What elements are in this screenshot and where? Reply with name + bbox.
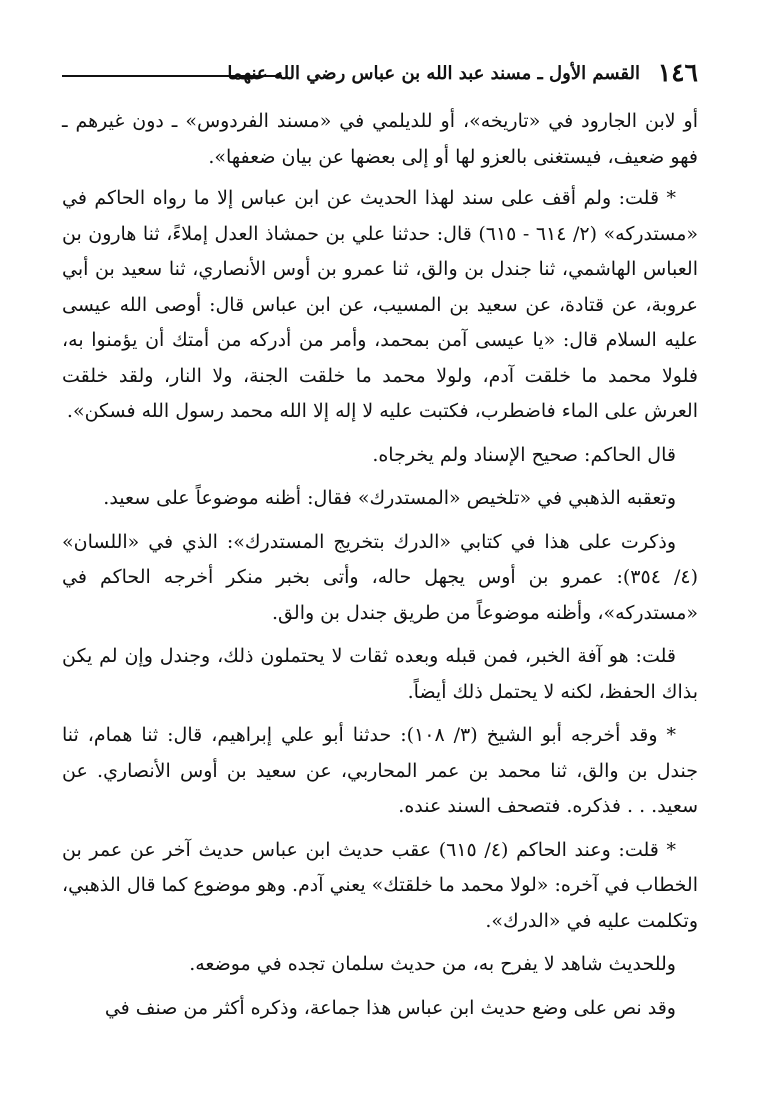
header-rule (62, 75, 282, 77)
paragraph: وقد نص على وضع حديث ابن عباس هذا جماعة، وذكره أكثر من صنف في (104, 996, 676, 1019)
running-title: القسم الأول ـ مسند عبد الله بن عباس رضي الله عنهما (227, 63, 640, 84)
paragraph: * وقد أخرجه أبو الشيخ (٣/ ١٠٨): حدثنا أبو علي إبراهيم، قال: ثنا همام، ثنا جندل بن والق، ثنا محمد بن عمر المحاربي، عن سعيد بن أوس الأنصاري. عن سعيد. . . فذكره. فتصحف السند عنده. (62, 724, 698, 817)
paragraph: * قلت: وعند الحاكم (٤/ ٦١٥) عقب حديث ابن عباس حديث آخر عن عمر بن الخطاب في آخره: «لولا محمد ما خلقتك» يعني آدم. وهو موضوع كما قال الذهبي، وتكلمت عليه في «الدرك». (62, 838, 698, 932)
paragraph: وللحديث شاهد لا يفرح به، من حديث سلمان تجده في موضعه. (189, 953, 676, 975)
paragraph: * قلت: ولم أقف على سند لهذا الحديث عن ابن عباس إلا ما رواه الحاكم في «مستدركه» (٢/ ٦١٤ - ٦١٥) قال: حدثنا علي بن حمشاذ العدل إملاءً، ثنا هارون بن العباس الهاشمي، ثنا جندل بن والق، ثنا عمرو بن أوس الأنصاري، ثنا سعيد بن أبي عروبة، عن قتادة، عن سعيد بن المسيب، عن ابن عباس قال: أوصى الله عيسى عليه السلام قال: «يا عيسى آمن بمحمد، وأمر من أدركه من أمتك أن يؤمنوا به، فلولا محمد ما خلقت آدم، ولولا محمد ما خلقت الجنة، ولا النار، ولقد خلقت العرش على الماء فاضطرب، فكتبت عليه لا إله إلا الله محمد رسول الله فسكن». (62, 187, 699, 422)
page-body (62, 104, 698, 1034)
paragraph: قلت: هو آفة الخبر، فمن قبله وبعده ثقات لا يحتملون ذلك، وجندل وإن لم يكن بذاك الحفظ، لكنه لا يحتمل ذلك أيضاً. (62, 645, 698, 703)
page-header (62, 56, 698, 96)
paragraph: قال الحاكم: صحيح الإسناد ولم يخرجاه. (372, 443, 676, 466)
page-number: ١٤٦ (657, 58, 698, 87)
paragraph: وذكرت على هذا في كتابي «الدرك بتخريج المستدرك»: الذي في «اللسان» (٤/ ٣٥٤): عمرو بن أوس يجهل حاله، وأتى بخبر منكر أخرجه الحاكم في «مستدركه»، وأظنه موضوعاً من طريق جندل بن والق. (62, 530, 698, 624)
paragraph: أو لابن الجارود في «تاريخه»، أو للديلمي في «مسند الفردوس» ـ دون غيرهم ـ فهو ضعيف، فيستغنى بالعزو لها أو إلى بعضها عن بيان ضعفها». (62, 110, 698, 168)
paragraph: وتعقبه الذهبي في «تلخيص «المستدرك» فقال: أظنه موضوعاً على سعيد. (103, 487, 676, 509)
